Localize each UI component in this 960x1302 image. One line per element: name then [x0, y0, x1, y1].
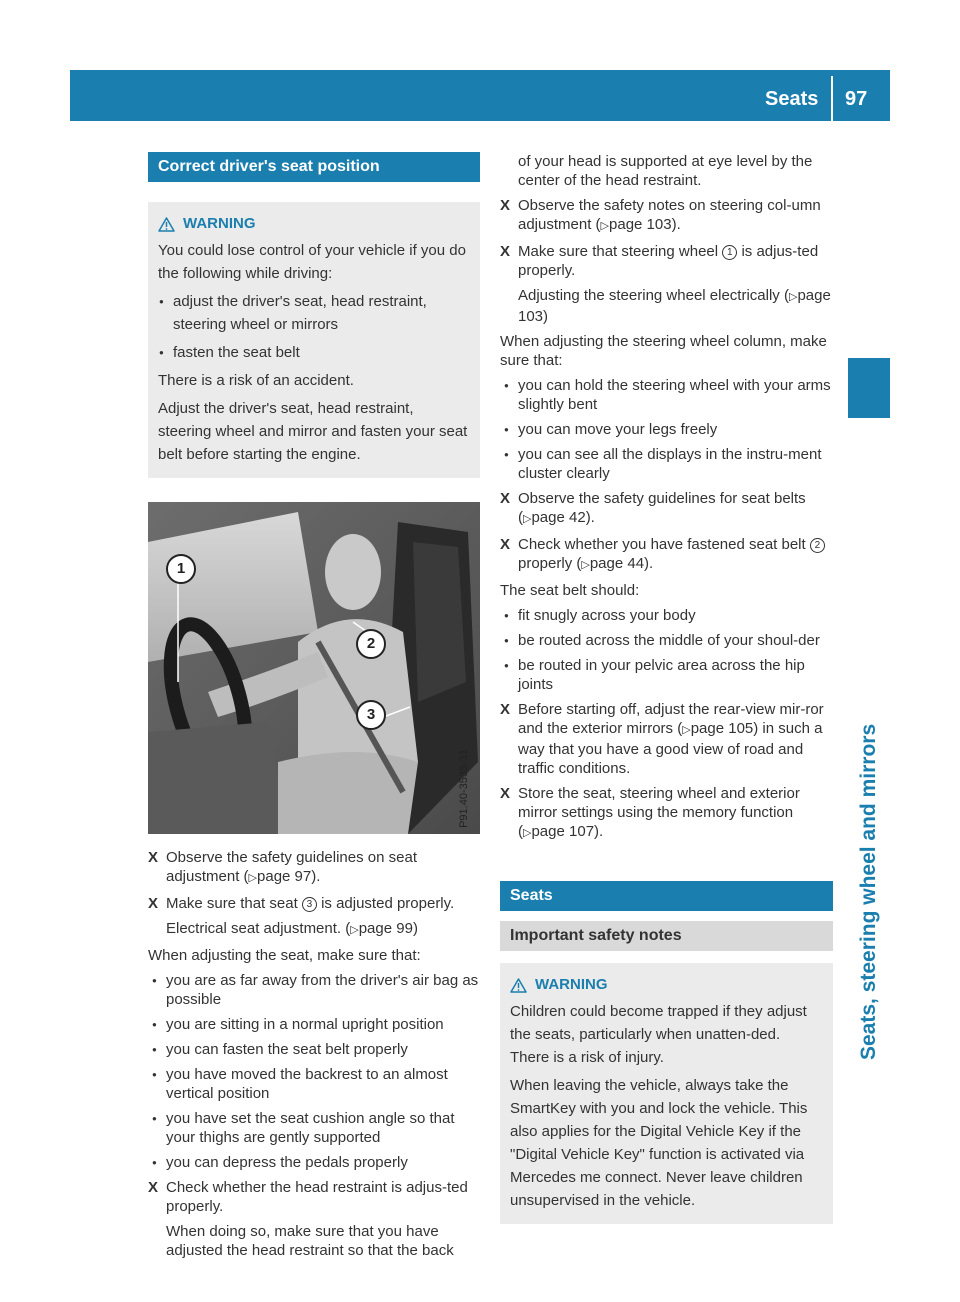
warning-intro: You could lose control of your vehicle if you do the following while driving:	[158, 242, 466, 282]
header-title: Seats	[765, 88, 819, 110]
belt-condition-bullet: ● be routed in your pelvic area across the hip joints	[500, 656, 833, 694]
instruction-seat-guidelines: X Observe the safety guidelines on seat adjustment (▷page 97).	[148, 849, 417, 885]
wheel-conditions-intro: When adjusting the steering wheel column, make sure that:	[500, 333, 827, 369]
warning-text-children: Children could become trapped if they adjust the seats, particularly when unatten-ded. There is a risk of injury.	[510, 1003, 807, 1066]
callout-1: 1	[166, 554, 196, 584]
warning-risk: There is a risk of an accident.	[158, 372, 354, 389]
callout-2: 2	[356, 629, 386, 659]
seat-condition-bullet: ● you have set the seat cushion angle so that your thighs are gently supported	[148, 1109, 480, 1147]
warning-box	[500, 963, 833, 1224]
subsection-title-safety: Important safety notes	[500, 921, 833, 951]
header-separator	[831, 76, 833, 121]
wheel-condition-bullet: ● you can hold the steering wheel with your arms slightly bent	[500, 376, 833, 414]
warning-triangle-icon	[158, 217, 175, 232]
seat-condition-bullet: ● you can depress the pedals properly	[148, 1153, 480, 1172]
warning-triangle-icon	[510, 978, 527, 993]
seat-conditions-intro: When adjusting the seat, make sure that:	[148, 947, 421, 964]
seat-condition-bullet: ● you have moved the backrest to an almost vertical position	[148, 1065, 480, 1103]
seat-adjust-reference: Electrical seat adjustment. (▷page 99)	[166, 920, 418, 937]
seat-condition-bullet: ● you can fasten the seat belt properly	[148, 1040, 480, 1059]
figure-code: P91.40-3535-31	[458, 749, 470, 828]
callout-3: 3	[356, 700, 386, 730]
page-number: 97	[845, 88, 868, 110]
section-title-seats: Seats	[500, 881, 833, 911]
instruction-mirrors: X Before starting off, adjust the rear-view mir-ror and the exterior mirrors (▷page 105) in such a way that you have a good view of road and traffic conditions.	[500, 701, 824, 777]
driver-seat-illustration	[148, 502, 480, 834]
warning-title-text: WARNING	[183, 215, 256, 232]
instruction-seat-belt-fastened: X Check whether you have fastened seat belt 2 properly (▷page 44).	[500, 535, 833, 575]
head-restraint-note: When doing so, make sure that you have adjusted the head restraint so that the back	[166, 1223, 454, 1259]
belt-conditions-intro: The seat belt should:	[500, 582, 640, 599]
seat-condition-bullet: ● you are as far away from the driver's air bag as possible	[148, 971, 480, 1009]
instruction-head-restraint: X Check whether the head restraint is adjus-ted properly.	[148, 1179, 468, 1215]
steering-electric-reference: Adjusting the steering wheel electrically (▷page 103)	[518, 287, 831, 325]
section-title-seat-position: Correct driver's seat position	[148, 152, 480, 182]
warning-title	[510, 975, 823, 995]
side-tab-marker	[848, 358, 890, 418]
belt-condition-bullet: ● be routed across the middle of your shoul-der	[500, 631, 833, 650]
warning-text-smartkey: When leaving the vehicle, always take the SmartKey with you and lock the vehicle. This also applies for the Digital Vehicle Key if the "Digital Vehicle Key" function is activated via Mercedes me connect. Never leave children unsupervised in the vehicle.	[510, 1077, 808, 1209]
driver-illustration-graphic	[148, 502, 480, 834]
warning-box	[148, 202, 480, 478]
warning-title	[158, 214, 470, 234]
instruction-memory-function: X Store the seat, steering wheel and exterior mirror settings using the memory function (▷page 107).	[500, 785, 800, 840]
warning-action: Adjust the driver's seat, head restraint, steering wheel and mirror and fasten your seat belt before starting the engine.	[158, 400, 468, 463]
seat-condition-bullet: ● you are sitting in a normal upright position	[148, 1015, 480, 1034]
belt-condition-bullet: ● fit snugly across your body	[500, 606, 833, 625]
instruction-steering-column: X Observe the safety notes on steering col-umn adjustment (▷page 103).	[500, 197, 821, 233]
head-restraint-note-continued: of your head is supported at eye level by the center of the head restraint.	[518, 153, 813, 189]
instruction-seat-adjusted: X Make sure that seat 3 is adjusted properly.	[148, 895, 455, 912]
left-column	[148, 152, 480, 1266]
warning-bullet: ● fasten the seat belt	[158, 341, 470, 364]
warning-bullet: ● adjust the driver's seat, head restraint, steering wheel or mirrors	[158, 290, 470, 336]
instruction-seat-belt-guidelines: X Observe the safety guidelines for seat belts (▷page 42).	[500, 490, 806, 526]
right-column	[500, 152, 833, 1224]
wheel-condition-bullet: ● you can see all the displays in the instru-ment cluster clearly	[500, 445, 833, 483]
wheel-condition-bullet: ● you can move your legs freely	[500, 420, 833, 439]
side-chapter-label: Seats, steering wheel and mirrors	[857, 723, 880, 1060]
warning-title-text: WARNING	[535, 976, 608, 993]
instruction-steering-wheel: X Make sure that steering wheel 1 is adjus-ted properly.	[500, 243, 819, 279]
